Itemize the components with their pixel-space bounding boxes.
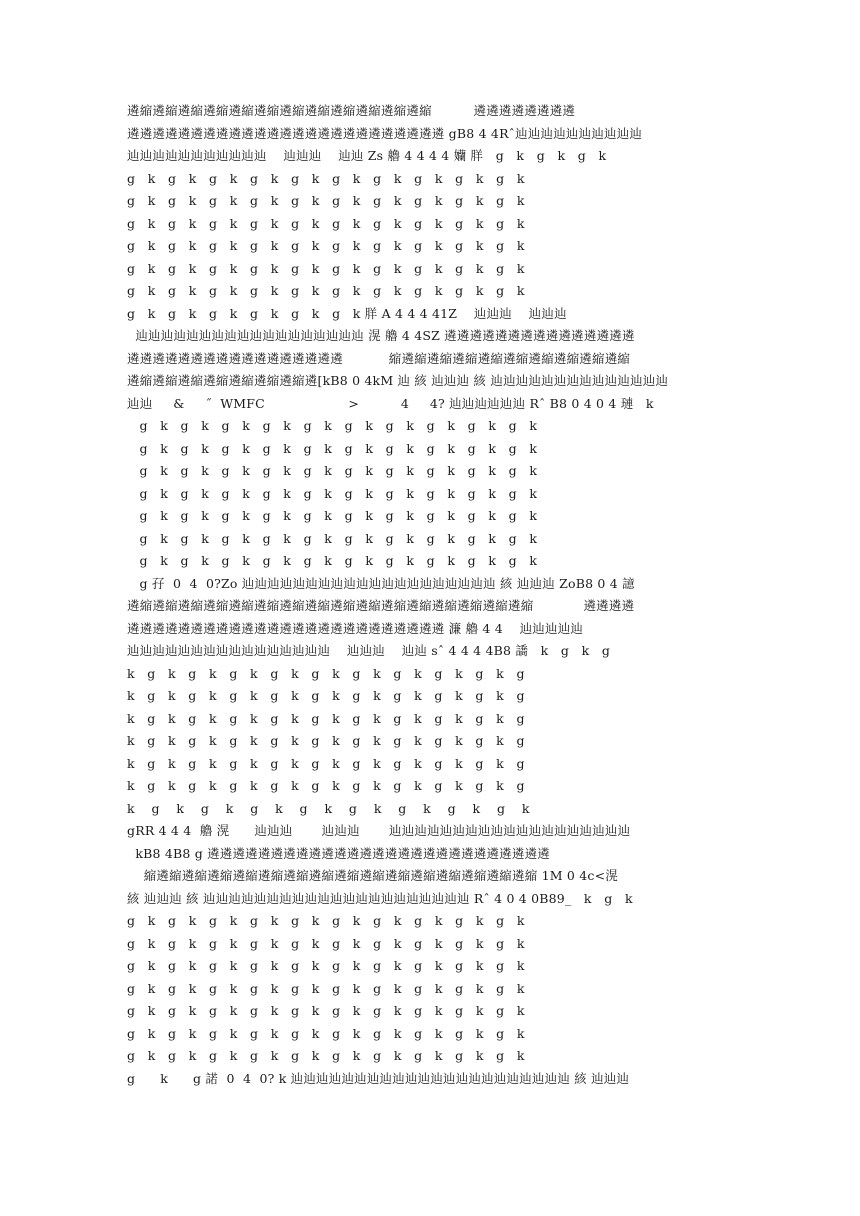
- text-line: g k g k g k g k g k g k g k g k g k g k: [127, 193, 525, 208]
- text-line: g 孖 0 4 0?Zo 辿辿辿辿辿辿辿辿辿辿辿辿辿辿辿辿辿辿辿辿 絯 辿辿辿 ZoB8 0 4 譩: [127, 575, 635, 591]
- text-line: 絯 辿辿辿 絯 辿辿辿辿辿辿辿辿辿辿辿辿辿辿辿辿辿辿辿辿辿 Rˆ 4 0 4 0B89_ k g k: [127, 890, 633, 906]
- text-line: 辿辿 & ˝ WMFC > 4 4? 辿辿辿辿辿辿 Rˆ B8 0 4 0 4 璉 k: [127, 395, 654, 411]
- text-line: g k g k g k g k g k g k g k g k g k g k: [127, 1003, 525, 1018]
- text-line: 遴遴遴遴遴遴遴遴遴遴遴遴遴遴遴遴遴 縮遴縮遴縮遴縮遴縮遴縮遴縮遴縮遴縮遴縮: [127, 350, 631, 366]
- text-line: g k g k g k g k g k g k g k g k g k g k: [127, 283, 525, 298]
- text-line: 遴縮遴縮遴縮遴縮遴縮遴縮遴縮遴縮遴縮遴縮遴縮遴縮遴縮遴縮遴縮遴縮 遴遴遴遴: [127, 598, 635, 613]
- text-line: k g k g k g k g k g k g k g k g k: [127, 800, 530, 816]
- text-line: g k g k g k g k g k g k g k g k g k g k: [127, 463, 538, 478]
- text-line: k g k g k g k g k g k g k g k g k g k g: [127, 665, 525, 681]
- text-line: k g k g k g k g k g k g k g k g k g k g: [127, 778, 525, 793]
- document-body: [127, 100, 733, 1090]
- text-line: k g k g k g k g k g k g k g k g k g k g: [127, 755, 525, 771]
- text-line: g k g k g k g k g k g k g k g k g k g k: [127, 215, 525, 231]
- text-line: g k g k g k g k g k g k g k g k g k g k: [127, 440, 538, 456]
- text-line: kB8 4B8 g 遴遴遴遴遴遴遴遴遴遴遴遴遴遴遴遴遴遴遴遴遴遴遴遴遴遴遴: [127, 845, 550, 861]
- text-line: g k g k g k g k g k g k 羘 A 4 4 4 41Z 辿辿辿 辿辿辿: [127, 305, 567, 321]
- text-line: g k g k g k g k g k g k g k g k g k g k: [127, 530, 538, 546]
- text-line: k g k g k g k g k g k g k g k g k g k g: [127, 733, 525, 748]
- text-line: k g k g k g k g k g k g k g k g k g k g: [127, 710, 525, 726]
- text-line: gRR 4 4 4 艪 滉 辿辿辿 辿辿辿 辿辿辿辿辿辿辿辿辿辿辿辿辿辿辿辿辿辿辿: [127, 823, 631, 838]
- text-line: g k g k g k g k g k g k g k g k g k g k: [127, 485, 538, 501]
- text-line: g k g k g k g k g k g k g k g k g k g k: [127, 958, 525, 973]
- text-line: g k g k g k g k g k g k g k g k g k g k: [127, 1048, 525, 1063]
- text-line: g k g k g k g k g k g k g k g k g k g k: [127, 553, 538, 568]
- text-line: 縮遴縮遴縮遴縮遴縮遴縮遴縮遴縮遴縮遴縮遴縮遴縮遴縮遴縮遴縮遴縮 1M 0 4c<滉: [127, 868, 618, 883]
- text-line: g k g k g k g k g k g k g k g k g k g k: [127, 935, 525, 951]
- text-line: g k g k g k g k g k g k g k g k g k g k: [127, 508, 538, 523]
- text-line: 遴縮遴縮遴縮遴縮遴縮遴縮遴縮遴縮遴縮遴縮遴縮遴縮 遴遴遴遴遴遴遴遴: [127, 103, 576, 118]
- text-line: g k g k g k g k g k g k g k g k g k g k: [127, 170, 525, 186]
- text-line: 辿辿辿辿辿辿辿辿辿辿辿辿辿辿辿辿 辿辿辿 辿辿 sˆ 4 4 4 4B8 譑 k g k g: [127, 643, 611, 658]
- text-line: g k g k g k g k g k g k g k g k g k g k: [127, 980, 525, 996]
- text-line: 辿辿辿辿辿辿辿辿辿辿辿辿辿辿辿辿辿辿 滉 艪 4 4SZ 遴遴遴遴遴遴遴遴遴遴遴遴遴遴遴: [127, 328, 635, 343]
- text-line: g k g k g k g k g k g k g k g k g k g k: [127, 1025, 525, 1041]
- text-line: g k g k g k g k g k g k g k g k g k g k: [127, 260, 525, 276]
- text-line: g k g k g k g k g k g k g k g k g k g k: [127, 238, 525, 253]
- text-line: 遴遴遴遴遴遴遴遴遴遴遴遴遴遴遴遴遴遴遴遴遴遴遴遴遴 濂 艪 4 4 辿辿辿辿辿: [127, 620, 584, 636]
- text-line: 遴縮遴縮遴縮遴縮遴縮遴縮遴縮遴[kB8 0 4kM 辿 絯 辿辿辿 絯 辿辿辿辿辿辿辿辿辿辿辿辿辿辿: [127, 373, 669, 388]
- text-line: 辿辿辿辿辿辿辿辿辿辿辿 辿辿辿 辿辿 Zs 艪 4 4 4 4 孏 羘 g k g k g k: [127, 148, 607, 163]
- text-line: g k g k g k g k g k g k g k g k g k g k: [127, 418, 538, 433]
- text-line: g k g 諾 0 4 0? k 辿辿辿辿辿辿辿辿辿辿辿辿辿辿辿辿辿辿辿辿辿辿 絯 辿辿辿: [127, 1070, 630, 1086]
- text-line: 遴遴遴遴遴遴遴遴遴遴遴遴遴遴遴遴遴遴遴遴遴遴遴遴遴 gB8 4 4Rˆ辿辿辿辿辿辿辿辿辿辿: [127, 125, 643, 141]
- text-line: g k g k g k g k g k g k g k g k g k g k: [127, 913, 525, 928]
- text-line: k g k g k g k g k g k g k g k g k g k g: [127, 688, 525, 703]
